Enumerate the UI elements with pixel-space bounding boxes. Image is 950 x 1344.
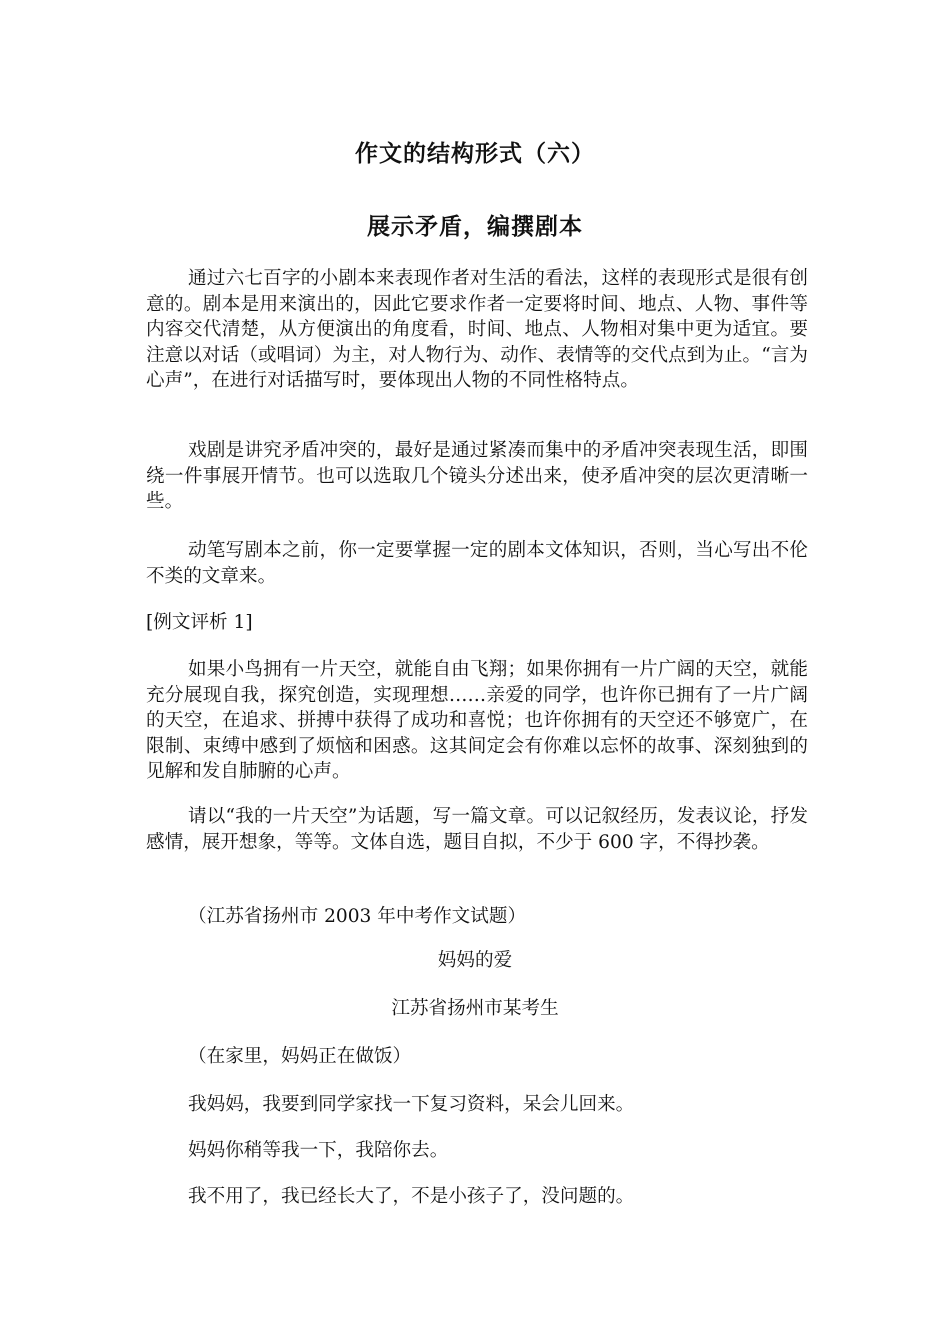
paragraph-prompt: 请以“我的一片天空”为话题，写一篇文章。可以记叙经历，发表议论，抒发感情，展开想象，等等。文体自选，题目自拟，不少于 600 字，不得抄袭。 [146, 806, 808, 853]
dialogue-line: （在家里，妈妈正在做饭） [188, 1046, 412, 1067]
dialogue-line: 我不用了，我已经长大了，不是小孩子了，没问题的。 [188, 1186, 635, 1207]
paragraph-preparation: 动笔写剧本之前，你一定要掌握一定的剧本文体知识，否则，当心写出不伦不类的文章来。 [146, 540, 808, 587]
dialogue-line: 妈妈你稍等我一下，我陪你去。 [188, 1140, 449, 1161]
document-subtitle: 展示矛盾，编撰剧本 [367, 214, 583, 240]
paragraph-conflict: 戏剧是讲究矛盾冲突的，最好是通过紧凑而集中的矛盾冲突表现生活，即围绕一件事展开情节。也可以选取几个镜头分述出来，使矛盾冲突的层次更清晰一些。 [146, 440, 808, 513]
example-label: [例文评析 1] [146, 612, 253, 633]
essay-author: 江苏省扬州市某考生 [391, 998, 559, 1019]
dialogue-line: 我妈妈，我要到同学家找一下复习资料，呆会儿回来。 [188, 1094, 635, 1115]
paragraph-source: （江苏省扬州市 2003 年中考作文试题） [188, 906, 527, 927]
paragraph-intro: 通过六七百字的小剧本来表现作者对生活的看法，这样的表现形式是很有创意的。剧本是用来演出的，因此它要求作者一定要将时间、地点、人物、事件等内容交代清楚，从方便演出的角度看，时间、地点、人物相对集中更为适宜。要注意以对话（或唱词）为主，对人物行为、动作、表情等的交代点到为止。“言为心声”，在进行对话描写时，要体现出人物的不同性格特点。 [146, 268, 808, 392]
paragraph-sky: 如果小鸟拥有一片天空，就能自由飞翔；如果你拥有一片广阔的天空，就能充分展现自我，探究创造，实现理想……亲爱的同学，也许你已拥有了一片广阔的天空，在追求、拼搏中获得了成功和喜悦；也许你拥有的天空还不够宽广，在限制、束缚中感到了烦恼和困惑。这其间定会有你难以忘怀的故事、深刻独到的见解和发自肺腑的心声。 [146, 659, 808, 783]
document-title: 作文的结构形式（六） [355, 141, 595, 167]
essay-title: 妈妈的爱 [437, 950, 513, 971]
